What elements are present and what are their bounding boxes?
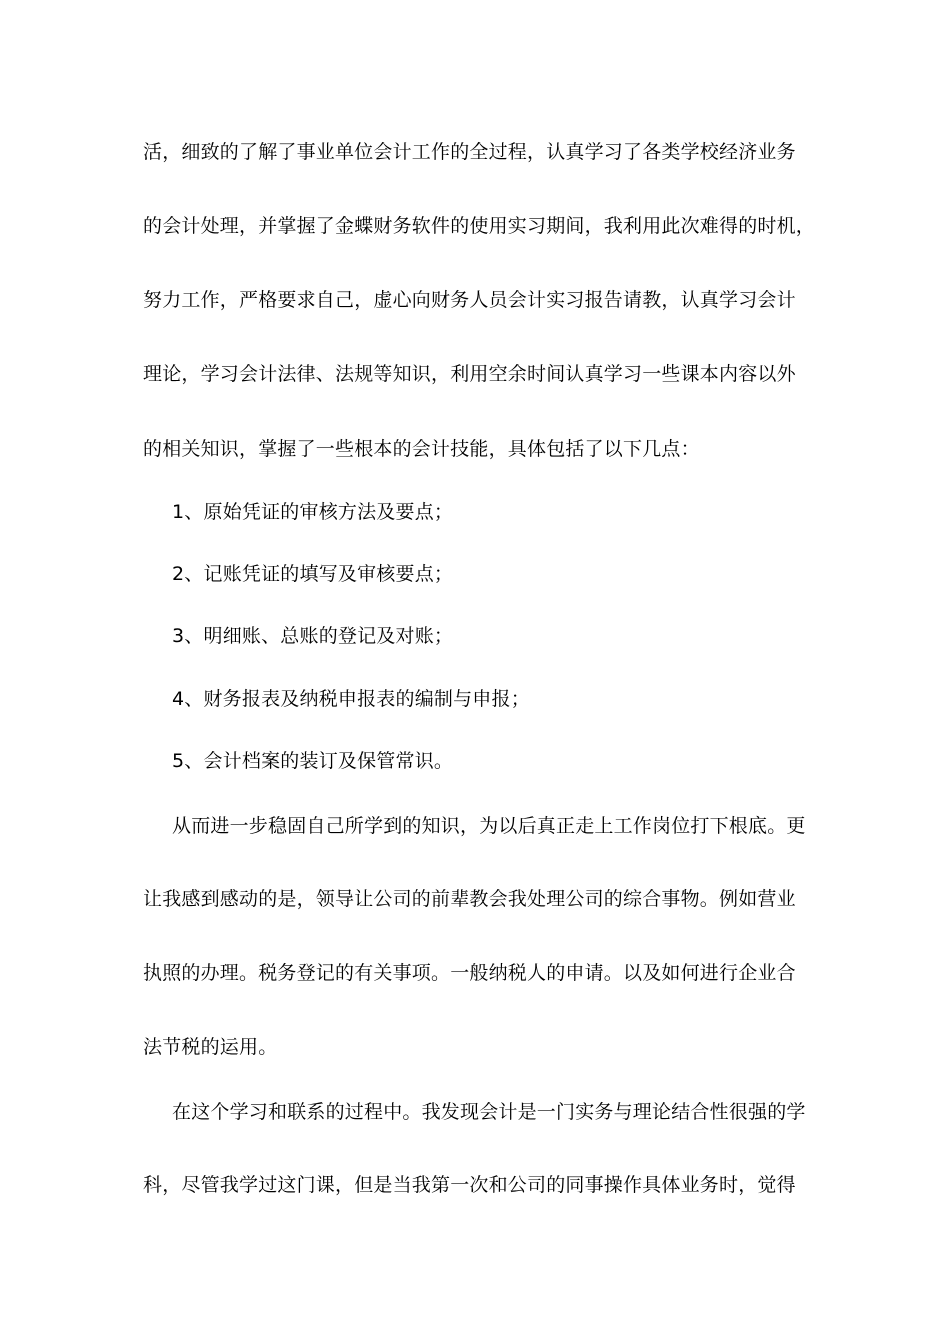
text-line: 让我感到感动的是，领导让公司的前辈教会我处理公司的综合事物。例如营业 xyxy=(143,888,796,910)
text-line: 法节税的运用。 xyxy=(143,1036,278,1058)
list-item: 3、明细账、总账的登记及对账； xyxy=(172,625,454,647)
text-line: 理论，学习会计法律、法规等知识，利用空余时间认真学习一些课本内容以外 xyxy=(143,363,796,385)
list-item: 5、会计档案的装订及保管常识。 xyxy=(172,750,454,772)
text-line: 科，尽管我学过这门课，但是当我第一次和公司的同事操作具体业务时，觉得 xyxy=(143,1174,796,1196)
text-line: 努力工作，严格要求自己，虚心向财务人员会计实习报告请教，认真学习会计 xyxy=(143,289,796,311)
list-item: 4、财务报表及纳税申报表的编制与申报； xyxy=(172,688,530,710)
text-line: 的相关知识，掌握了一些根本的会计技能，具体包括了以下几点： xyxy=(143,438,700,460)
list-item: 1、原始凭证的审核方法及要点； xyxy=(172,501,454,523)
text-line: 执照的办理。税务登记的有关事项。一般纳税人的申请。以及如何进行企业合 xyxy=(143,962,796,984)
text-line: 在这个学习和联系的过程中。我发现会计是一门实务与理论结合性很强的学 xyxy=(172,1101,806,1123)
text-line: 从而进一步稳固自己所学到的知识，为以后真正走上工作岗位打下根底。更 xyxy=(172,815,806,837)
text-line: 的会计处理，并掌握了金蝶财务软件的使用实习期间，我利用此次难得的时机， xyxy=(143,215,816,237)
list-item: 2、记账凭证的填写及审核要点； xyxy=(172,563,454,585)
text-line: 活，细致的了解了事业单位会计工作的全过程，认真学习了各类学校经济业务 xyxy=(143,141,796,163)
